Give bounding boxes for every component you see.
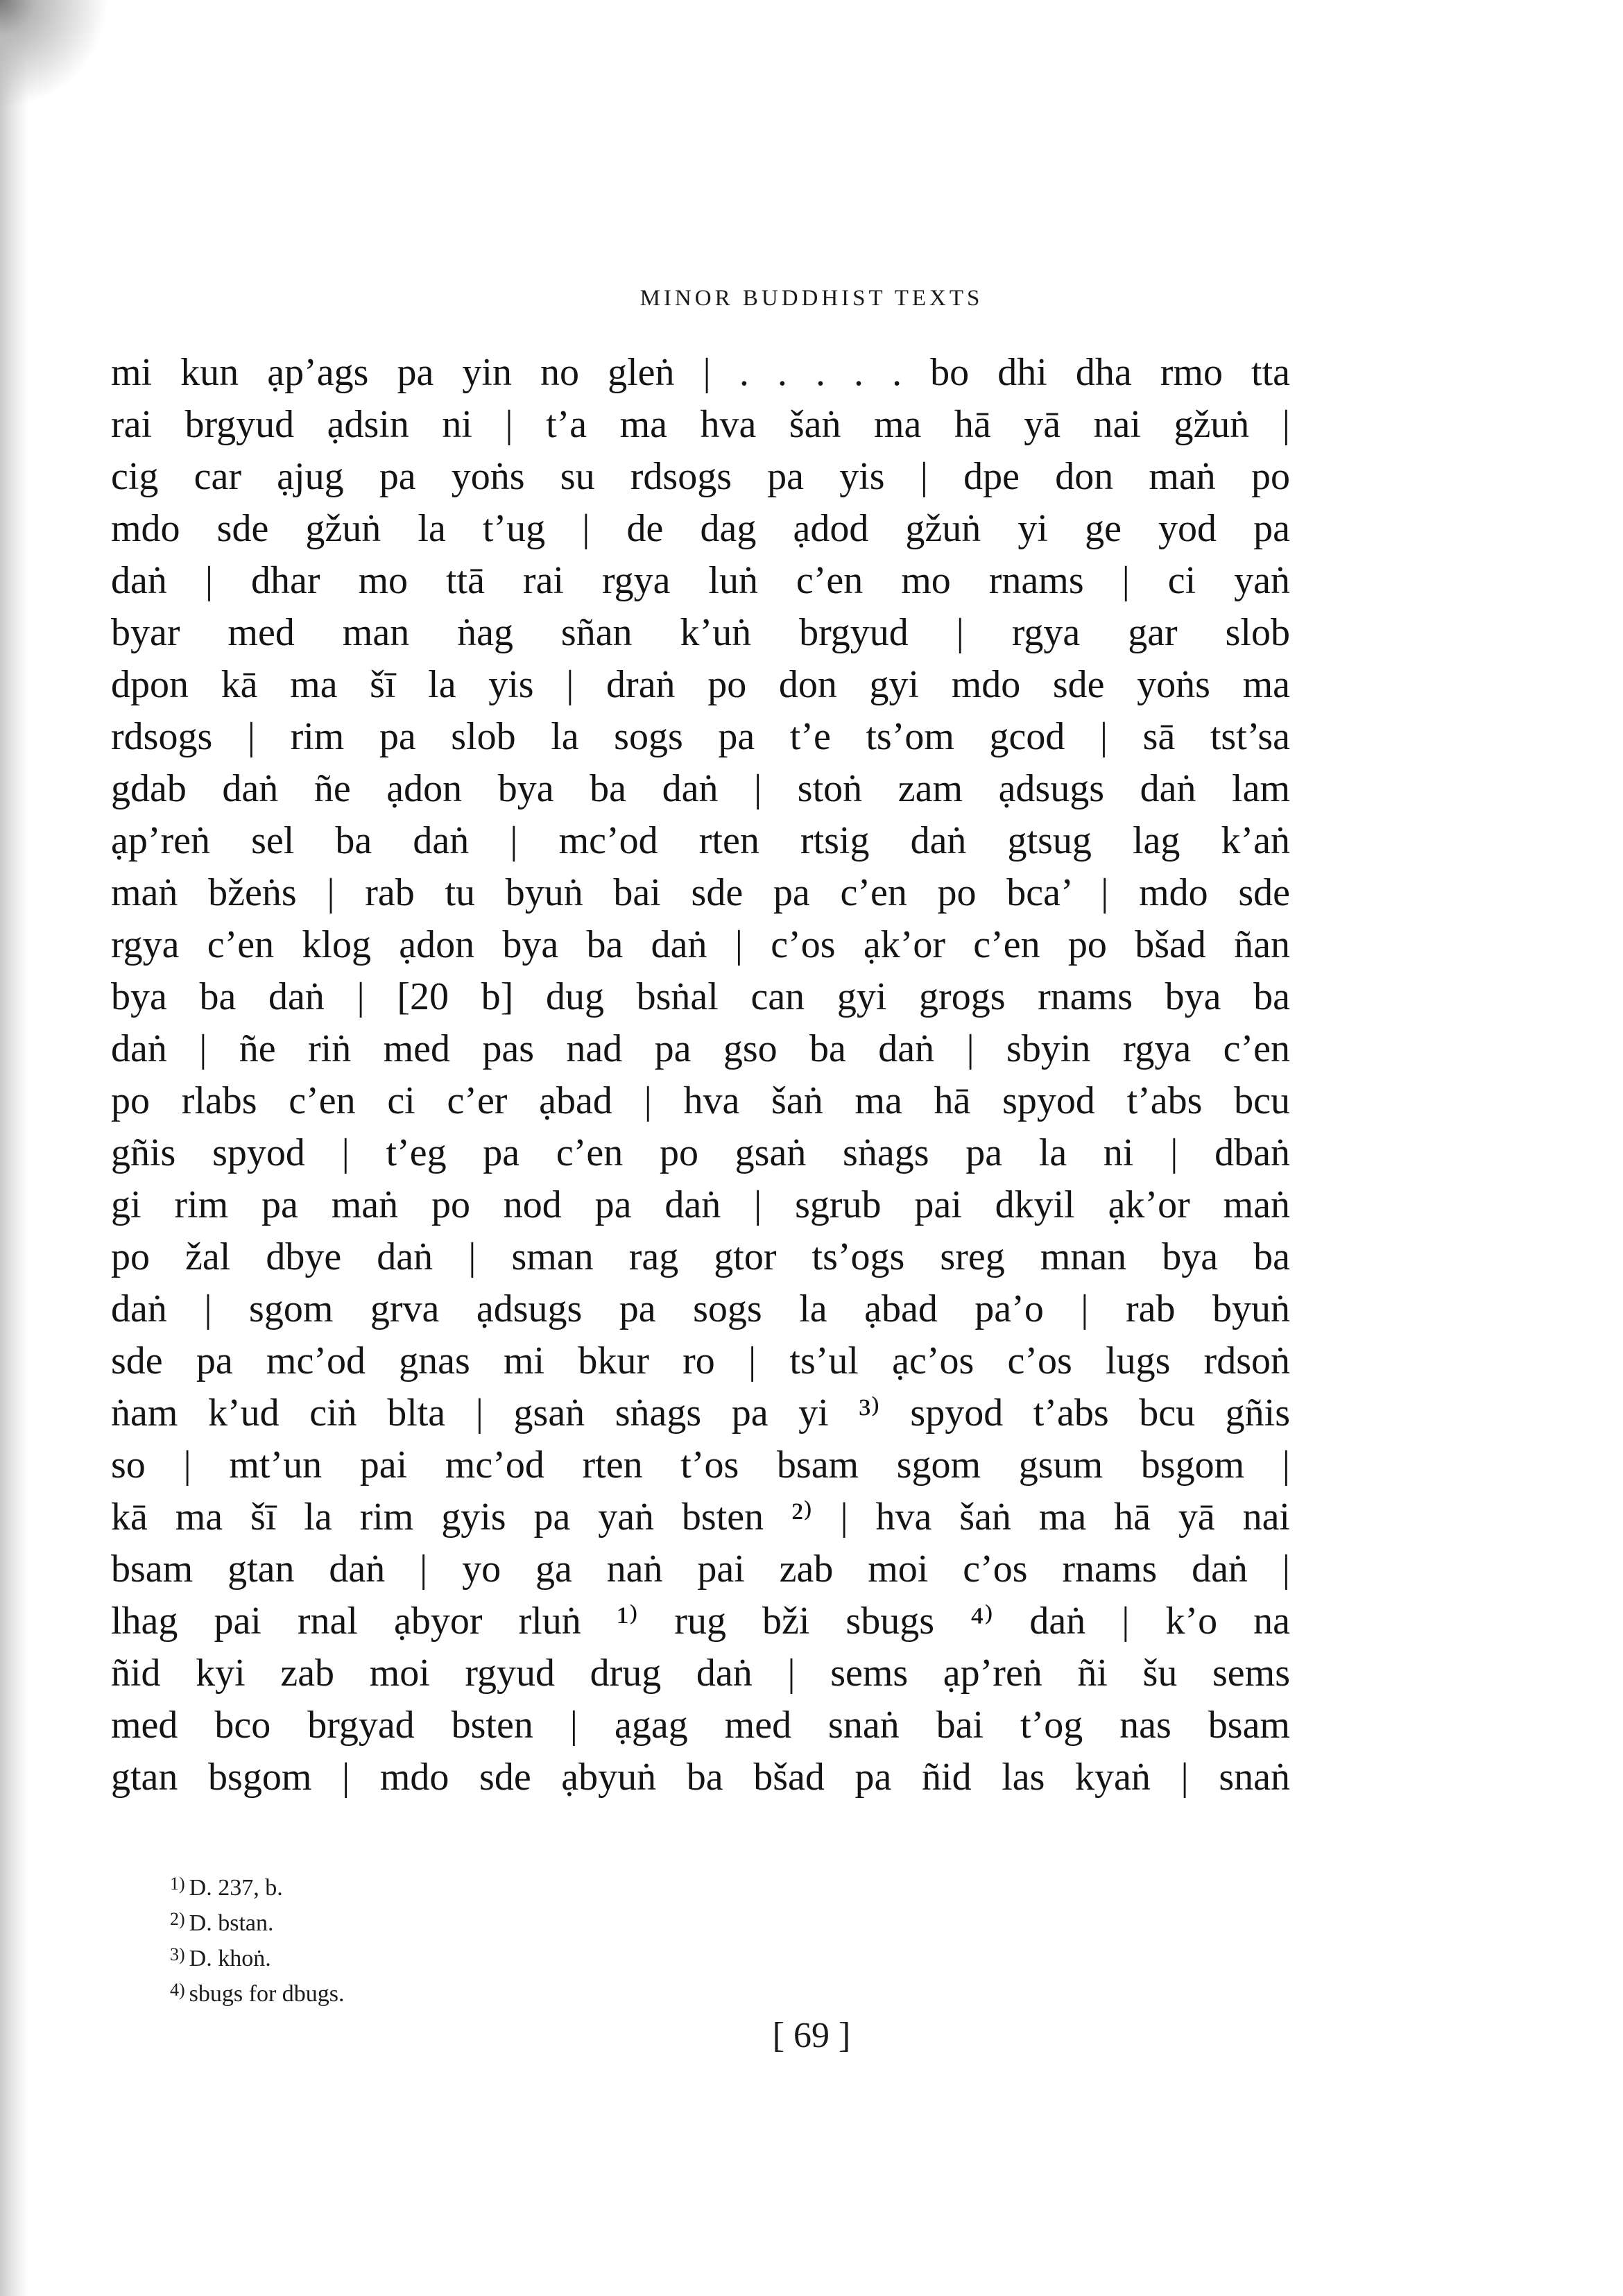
- text-line: bya ba daṅ | [20 b] dug bsṅal can gyi grogs rnams bya ba: [111, 975, 1290, 1018]
- footnote: [170, 1937, 794, 1972]
- text-line: mi kun ạp’ags pa yin no gleṅ | . . . . . bo dhi dha rmo tta: [111, 351, 1290, 394]
- text-line: gtan bsgom | mdo sde ạbyuṅ ba bšad pa ñid las kyaṅ | snaṅ: [111, 1756, 1290, 1799]
- footnote: [170, 1866, 794, 1901]
- text-line: dpon kā ma šī la yis | draṅ po don gyi mdo sde yoṅs ma: [111, 663, 1290, 706]
- text-line: rdsogs | rim pa slob la sogs pa t’e ts’om gcod | sā tst’sa: [111, 715, 1290, 758]
- footnote-mark: 3): [170, 1944, 185, 1964]
- text-line: daṅ | sgom grva ạdsugs pa sogs la ạbad pa’o | rab byuṅ: [111, 1287, 1290, 1330]
- footnote-text: D. khoṅ.: [189, 1946, 271, 1971]
- text-line: rgya c’en klog ạdon bya ba daṅ | c’os ạk’or c’en po bšad ñan: [111, 923, 1290, 966]
- text-line: po žal dbye daṅ | sman rag gtor ts’ogs sreg mnan bya ba: [111, 1235, 1290, 1278]
- body-text: [111, 347, 1290, 1804]
- scan-edge-shadow: [0, 0, 28, 2296]
- text-line: po rlabs c’en ci c’er ạbad | hva šaṅ ma hā spyod t’abs bcu: [111, 1079, 1290, 1122]
- text-line: gdab daṅ ñe ạdon bya ba daṅ | stoṅ zam ạdsugs daṅ lam: [111, 767, 1290, 810]
- text-line: bsam gtan daṅ | yo ga naṅ pai zab moi c’os rnams daṅ |: [111, 1548, 1290, 1591]
- text-line: lhag pai rnal ạbyor rluṅ ¹⁾ rug bži sbugs ⁴⁾ daṅ | k’o na: [111, 1600, 1290, 1643]
- text-line: sde pa mc’od gnas mi bkur ro | ts’ul ạc’os c’os lugs rdsoṅ: [111, 1339, 1290, 1382]
- footnote: [170, 1972, 794, 2007]
- text-line: daṅ | ñe riṅ med pas nad pa gso ba daṅ | sbyin rgya c’en: [111, 1027, 1290, 1070]
- footnote-text: sbugs for dbugs.: [189, 1981, 345, 2007]
- text-line: ñid kyi zab moi rgyud drug daṅ | sems ạp’reṅ ñi šu sems: [111, 1652, 1290, 1695]
- text-line: gñis spyod | t’eg pa c’en po gsaṅ sṅags pa la ni | dbaṅ: [111, 1131, 1290, 1174]
- running-head: MINOR BUDDHIST TEXTS: [639, 286, 984, 311]
- scan-corner-shadow: [0, 0, 139, 139]
- text-line: maṅ bžeṅs | rab tu byuṅ bai sde pa c’en po bca’ | mdo sde: [111, 871, 1290, 914]
- text-line: byar med man ṅag sñan k’uṅ brgyud | rgya gar slob: [111, 611, 1290, 654]
- footnotes: [170, 1866, 794, 2007]
- text-line: cig car ạjug pa yoṅs su rdsogs pa yis | dpe don maṅ po: [111, 455, 1290, 498]
- page-number: [ 69 ]: [772, 2016, 851, 2055]
- text-line: kā ma šī la rim gyis pa yaṅ bsten ²⁾ | hva šaṅ ma hā yā nai: [111, 1496, 1290, 1539]
- text-line: med bco brgyad bsten | ạgag med snaṅ bai t’og nas bsam: [111, 1704, 1290, 1747]
- footnote: [170, 1901, 794, 1937]
- footnote-text: D. 237, b.: [189, 1875, 283, 1901]
- text-line: so | mt’un pai mc’od rten t’os bsam sgom gsum bsgom |: [111, 1443, 1290, 1487]
- footnote-mark: 2): [170, 1909, 185, 1929]
- text-line: ạp’reṅ sel ba daṅ | mc’od rten rtsig daṅ gtsug lag k’aṅ: [111, 819, 1290, 862]
- footnote-text: D. bstan.: [189, 1910, 274, 1936]
- text-line: daṅ | dhar mo ttā rai rgya luṅ c’en mo rnams | ci yaṅ: [111, 559, 1290, 602]
- footnote-mark: 4): [170, 1980, 185, 2000]
- footnote-mark: 1): [170, 1874, 185, 1894]
- text-line: ṅam k’ud ciṅ blta | gsaṅ sṅags pa yi ³⁾ spyod t’abs bcu gñis: [111, 1391, 1290, 1434]
- text-line: gi rim pa maṅ po nod pa daṅ | sgrub pai dkyil ạk’or maṅ: [111, 1183, 1290, 1226]
- text-line: mdo sde gžuṅ la t’ug | de dag ạdod gžuṅ yi ge yod pa: [111, 507, 1290, 550]
- text-line: rai brgyud ạdsin ni | t’a ma hva šaṅ ma hā yā nai gžuṅ |: [111, 403, 1290, 446]
